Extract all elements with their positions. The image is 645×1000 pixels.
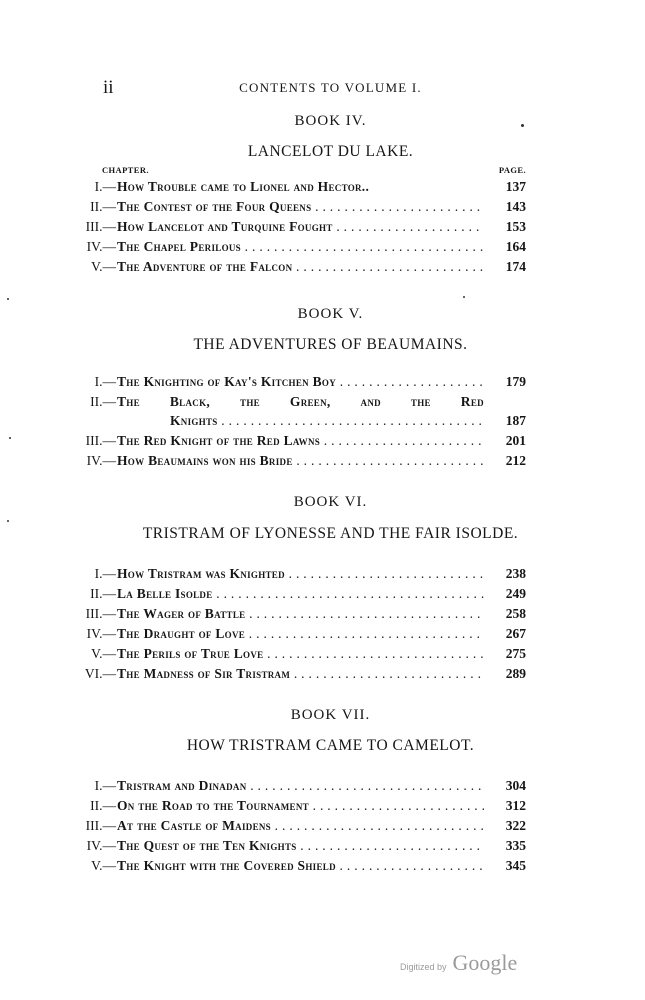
page-ref: 267 bbox=[505, 626, 526, 641]
chapter-title: At the Castle of Maidens . . . bbox=[117, 816, 484, 836]
title-word: Red bbox=[460, 394, 484, 409]
chapter-title: The Madness of Sir Tristram . . . bbox=[117, 664, 484, 684]
toc-entry[interactable] bbox=[0, 664, 645, 684]
page-ref: 212 bbox=[505, 453, 526, 468]
chapter-title: The Knighting of Kay's Kitchen Boy . . . bbox=[117, 372, 484, 392]
chapter-number: III.— bbox=[85, 818, 116, 833]
chapter-number: VI.— bbox=[84, 666, 116, 681]
title-word: the bbox=[410, 394, 431, 409]
page-column-label: PAGE. bbox=[498, 165, 526, 175]
chapter-number: II.— bbox=[90, 394, 116, 409]
page-ref: 304 bbox=[505, 778, 526, 793]
toc-entry[interactable] bbox=[0, 451, 645, 471]
book-heading: BOOK VII. bbox=[290, 707, 371, 723]
chapter-title: Tristram and Dinadan . . . bbox=[117, 776, 484, 796]
chapter-title: How Beaumains won his Bride . . . bbox=[117, 451, 484, 471]
chapter-number: V.— bbox=[91, 646, 116, 661]
chapter-title: La Belle Isolde . . . bbox=[117, 584, 484, 604]
toc-entry[interactable] bbox=[0, 217, 645, 237]
chapter-number: IV.— bbox=[86, 838, 116, 853]
scan-speck bbox=[7, 520, 9, 522]
chapter-title: The Red Knight of the Red Lawns . . . bbox=[117, 431, 484, 451]
scan-speck bbox=[9, 437, 11, 439]
toc-entry[interactable] bbox=[0, 564, 645, 584]
chapter-number: III.— bbox=[85, 606, 116, 621]
title-word: Green, bbox=[289, 394, 331, 409]
title-word: Black, bbox=[169, 394, 211, 409]
book-heading: BOOK V. bbox=[297, 306, 364, 322]
toc-entry[interactable] bbox=[0, 197, 645, 217]
chapter-number: V.— bbox=[91, 858, 116, 873]
toc-entry[interactable] bbox=[0, 584, 645, 604]
toc-entry[interactable] bbox=[0, 372, 645, 392]
column-labels bbox=[102, 165, 526, 177]
book-title: LANCELOT DU LAKE. bbox=[247, 143, 414, 160]
chapter-number: V.— bbox=[91, 259, 116, 274]
toc-entry[interactable] bbox=[0, 257, 645, 277]
chapter-title: On the Road to the Tournament . . . bbox=[117, 796, 484, 816]
page-ref: 345 bbox=[505, 858, 526, 873]
running-head: CONTENTS TO VOLUME I. bbox=[239, 80, 422, 95]
chapter-number: IV.— bbox=[86, 626, 116, 641]
scan-speck bbox=[521, 124, 524, 127]
toc-entry[interactable] bbox=[0, 856, 645, 876]
google-logo: Google bbox=[452, 950, 518, 975]
toc-entry[interactable] bbox=[0, 816, 645, 836]
toc-entry-continuation[interactable] bbox=[0, 411, 645, 431]
chapter-title: The Chapel Perilous . . . bbox=[117, 237, 484, 257]
chapter-number: I.— bbox=[94, 566, 116, 581]
toc-entry[interactable] bbox=[0, 796, 645, 816]
page-ref: 143 bbox=[505, 199, 526, 214]
toc-entry[interactable] bbox=[0, 604, 645, 624]
toc-entry[interactable] bbox=[0, 237, 645, 257]
chapter-number: II.— bbox=[90, 798, 116, 813]
title-word: the bbox=[240, 394, 260, 409]
book-title: TRISTRAM OF LYONESSE AND THE FAIR ISOLDE. bbox=[142, 525, 519, 542]
chapter-title: Knights . . . bbox=[170, 411, 484, 431]
chapter-title: The Contest of the Four Queens . . . bbox=[117, 197, 484, 217]
chapter-number: II.— bbox=[90, 199, 116, 214]
chapter-title-line1 bbox=[117, 392, 484, 412]
chapter-title: How Lancelot and Turquine Fought . . . bbox=[117, 217, 484, 237]
chapter-number: I.— bbox=[94, 778, 116, 793]
chapter-column-label: CHAPTER. bbox=[102, 165, 149, 175]
book-title: HOW TRISTRAM CAME TO CAMELOT. bbox=[186, 737, 475, 754]
chapter-title: The Quest of the Ten Knights . . . bbox=[117, 836, 484, 856]
toc-entry[interactable] bbox=[0, 776, 645, 796]
chapter-number: IV.— bbox=[86, 239, 116, 254]
page-ref: 187 bbox=[505, 413, 526, 428]
page-ref: 201 bbox=[505, 433, 526, 448]
page-ref: 312 bbox=[505, 798, 526, 813]
toc-entry[interactable] bbox=[0, 392, 645, 412]
page-ref: 238 bbox=[505, 566, 526, 581]
page-ref: 335 bbox=[505, 838, 526, 853]
digitized-watermark bbox=[400, 950, 517, 976]
toc-entry[interactable] bbox=[0, 624, 645, 644]
book-heading: BOOK VI. bbox=[293, 494, 368, 510]
book-heading: BOOK IV. bbox=[294, 113, 367, 129]
toc-entry[interactable] bbox=[0, 431, 645, 451]
page-ref: 289 bbox=[505, 666, 526, 681]
page-ref: 249 bbox=[505, 586, 526, 601]
toc-entry[interactable] bbox=[0, 177, 645, 197]
page-ref: 275 bbox=[505, 646, 526, 661]
chapter-number: III.— bbox=[85, 219, 116, 234]
page-ref: 137 bbox=[505, 179, 526, 194]
page-ref: 179 bbox=[505, 374, 526, 389]
toc-entry[interactable] bbox=[0, 836, 645, 856]
chapter-title: The Knight with the Covered Shield . . . bbox=[117, 856, 484, 876]
page-ref: 153 bbox=[505, 219, 526, 234]
watermark-prefix: Digitized by bbox=[400, 962, 447, 972]
page-number: ii bbox=[103, 77, 114, 98]
chapter-title: How Tristram was Knighted . . . bbox=[117, 564, 484, 584]
page-ref: 322 bbox=[505, 818, 526, 833]
chapter-title: The Perils of True Love . . . bbox=[117, 644, 484, 664]
chapter-number: IV.— bbox=[86, 453, 116, 468]
scan-speck bbox=[7, 298, 9, 300]
title-word: The bbox=[117, 394, 140, 409]
book-title: THE ADVENTURES OF BEAUMAINS. bbox=[193, 336, 468, 353]
title-word: and bbox=[360, 394, 381, 409]
chapter-number: I.— bbox=[94, 374, 116, 389]
chapter-title: The Wager of Battle . . . bbox=[117, 604, 484, 624]
chapter-number: III.— bbox=[85, 433, 116, 448]
chapter-number: II.— bbox=[90, 586, 116, 601]
chapter-title: The Draught of Love . . . bbox=[117, 624, 484, 644]
chapter-title: The Adventure of the Falcon . . . bbox=[117, 257, 484, 277]
page-ref: 174 bbox=[505, 259, 526, 274]
page-ref: 164 bbox=[505, 239, 526, 254]
scan-speck bbox=[463, 296, 465, 298]
toc-entry[interactable] bbox=[0, 644, 645, 664]
chapter-number: I.— bbox=[94, 179, 116, 194]
chapter-title: How Trouble came to Lionel and Hector.. bbox=[117, 179, 370, 194]
page-ref: 258 bbox=[505, 606, 526, 621]
